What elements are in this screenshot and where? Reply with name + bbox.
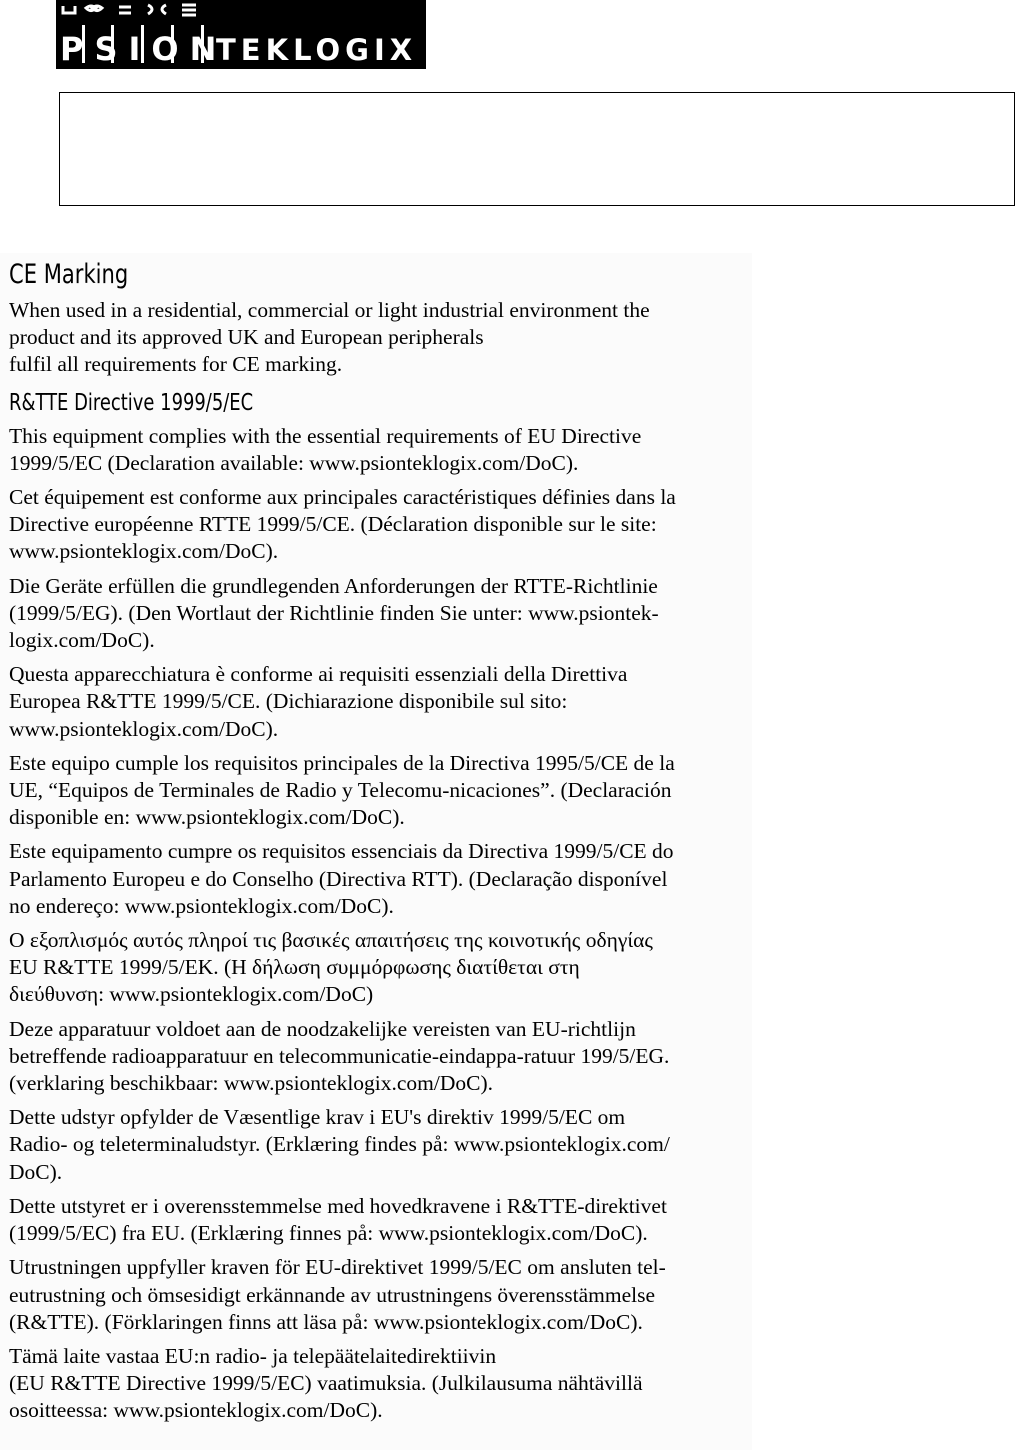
logo-psion-text: PSION xyxy=(60,30,228,68)
paragraph-line: Tämä laite vastaa EU:n radio- ja telepäätelaitedirektiivin xyxy=(9,1343,497,1368)
paragraph-line: Este equipamento cumpre os requisitos essenciais da Directiva 1999/5/CE do xyxy=(9,839,674,864)
directive-paragraph xyxy=(9,661,749,743)
directive-paragraph xyxy=(9,1254,749,1336)
directive-paragraph xyxy=(9,927,749,1009)
directive-paragraph xyxy=(9,1016,749,1098)
paragraph-line: διεύθυνση: www.psionteklogix.com/DoC) xyxy=(9,982,374,1007)
directive-paragraph xyxy=(9,484,749,566)
paragraph-line: Radio- og teleterminaludstyr. (Erklæring findes på: www.psionteklogix.com/ xyxy=(9,1132,670,1157)
paragraph-line: Europea R&TTE 1999/5/CE. (Dichiarazione disponibile sul sito: xyxy=(9,689,568,714)
directive-paragraph xyxy=(9,838,749,920)
paragraph-line: Utrustningen uppfyller kraven för EU-direktivet 1999/5/EC om ansluten tel- xyxy=(9,1255,666,1280)
rtte-directive-heading: R&TTE Directive 1999/5/EC xyxy=(9,389,254,416)
paragraph-line: (1999/5/EC) fra EU. (Erklæring finnes på: www.psionteklogix.com/DoC). xyxy=(9,1221,648,1246)
paragraph-line: EU R&TTE 1999/5/EK. (Η δήλωση συμμόρφωσης διατίθεται στη xyxy=(9,955,580,980)
psion-teklogix-logo xyxy=(56,0,426,69)
paragraph-line: This equipment complies with the essential requirements of EU Directive xyxy=(9,423,642,448)
directive-paragraphs xyxy=(9,423,752,1425)
directive-paragraph xyxy=(9,1343,749,1425)
paragraph-line: www.psionteklogix.com/DoC). xyxy=(9,539,279,564)
paragraph-line: Ο εξοπλισμός αυτός πληροί τις βασικές απαιτήσεις της κοινοτικής οδηγίας xyxy=(9,928,653,953)
ce-marking-section xyxy=(0,253,752,1450)
ce-marking-heading: CE Marking xyxy=(9,259,129,290)
paragraph-line: Dette utstyret er i overensstemmelse med hovedkravene i R&TTE-direktivet xyxy=(9,1193,667,1218)
paragraph-line: osoitteessa: www.psionteklogix.com/DoC). xyxy=(9,1398,383,1423)
intro-paragraph xyxy=(9,297,749,379)
paragraph-line: Questa apparecchiatura è conforme ai requisiti essenziali della Direttiva xyxy=(9,662,628,687)
directive-paragraph xyxy=(9,750,749,832)
paragraph-line: Cet équipement est conforme aux principales caractéristiques définies dans la xyxy=(9,485,676,510)
paragraph-line: Este equipo cumple los requisitos principales de la Directiva 1995/5/CE de la xyxy=(9,750,675,775)
paragraph-line: no endereço: www.psionteklogix.com/DoC). xyxy=(9,893,394,918)
paragraph-line: eutrustning och ömsesidigt erkännande av utrustningens överensstämmelse xyxy=(9,1282,656,1307)
paragraph-line: Directive européenne RTTE 1999/5/CE. (Déclaration disponible sur le site: xyxy=(9,512,657,537)
paragraph-line: UE, “Equipos de Terminales de Radio y Telecomu-nicaciones”. (Declaración xyxy=(9,778,672,803)
paragraph-line: disponible en: www.psionteklogix.com/DoC). xyxy=(9,805,405,830)
paragraph-line: Die Geräte erfüllen die grundlegenden Anforderungen der RTTE-Richtlinie xyxy=(9,573,658,598)
intro-line: When used in a residential, commercial or light industrial environment the xyxy=(9,298,650,322)
directive-paragraph xyxy=(9,1104,749,1186)
paragraph-line: (1999/5/EG). (Den Wortlaut der Richtlinie finden Sie unter: www.psiontek- xyxy=(9,600,659,625)
paragraph-line: www.psionteklogix.com/DoC). xyxy=(9,716,279,741)
paragraph-line: betreffende radioapparatuur en telecommunicatie-eindappa-ratuur 199/5/EG. xyxy=(9,1043,670,1068)
paragraph-line: Dette udstyr opfylder de Væsentlige krav i EU's direktiv 1999/5/EC om xyxy=(9,1105,626,1130)
empty-frame-box xyxy=(59,92,1015,206)
paragraph-line: (R&TTE). (Förklaringen finns att läsa på: www.psionteklogix.com/DoC). xyxy=(9,1309,643,1334)
paragraph-line: Parlamento Europeu e do Conselho (Directiva RTT). (Declaração disponível xyxy=(9,866,668,891)
paragraph-line: 1999/5/EC (Declaration available: www.psionteklogix.com/DoC). xyxy=(9,450,579,475)
paragraph-line: logix.com/DoC). xyxy=(9,628,155,653)
paragraph-line: DoC). xyxy=(9,1159,63,1184)
paragraph-line: (verklaring beschikbaar: www.psionteklogix.com/DoC). xyxy=(9,1071,494,1096)
directive-paragraph xyxy=(9,423,749,477)
directive-paragraph xyxy=(9,573,749,655)
logo-teklogix-text: TEKLOGIX xyxy=(216,33,418,67)
intro-line: fulfil all requirements for CE marking. xyxy=(9,352,343,377)
paragraph-line: Deze apparatuur voldoet aan de noodzakelijke vereisten van EU-richtlijn xyxy=(9,1016,636,1041)
paragraph-line: (EU R&TTE Directive 1999/5/EC) vaatimuksia. (Julkilausuma nähtävillä xyxy=(9,1371,643,1396)
directive-paragraph xyxy=(9,1193,749,1247)
intro-line: product and its approved UK and European peripherals xyxy=(9,325,484,350)
